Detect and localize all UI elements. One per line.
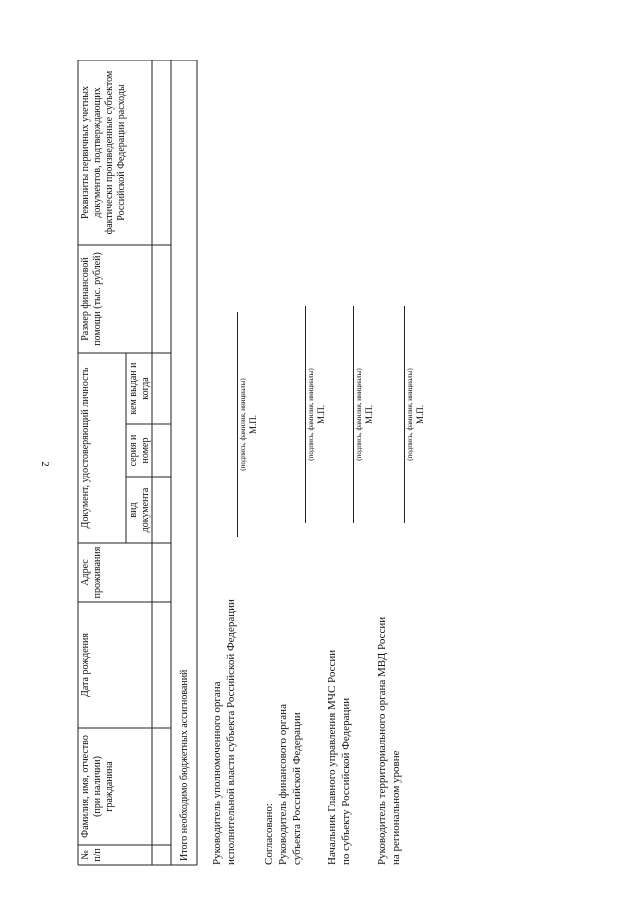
signature-caption-2: (подпись, фамилия, инициалы)	[307, 368, 315, 461]
header-num: № п/п	[80, 848, 103, 862]
signature-caption-4: (подпись, фамилия, инициалы)	[406, 368, 414, 461]
rotated-document	[0, 60, 640, 905]
signatory-title-1: Руководитель уполномоченного органа исполнительной власти субъекта Российской Федерации	[211, 599, 237, 865]
stamp-mark-4: М.П.	[415, 405, 425, 425]
signature-line-4	[404, 306, 405, 523]
signatory-title-3: Начальник Главного управления МЧС России по субъекту Российской Федерации	[326, 649, 352, 865]
signature-caption-3: (подпись, фамилия, инициалы)	[355, 368, 363, 461]
stamp-mark-2: М.П.	[316, 405, 326, 425]
header-doc-group: Документ, удостоверяющий личность	[80, 367, 91, 529]
header-doc-series: серия и номер	[128, 434, 151, 467]
total-label: Итого необходимо бюджетных ассигнований	[179, 669, 190, 861]
header-doc-issued: кем выдан и когда	[128, 362, 151, 415]
signature-caption-1: (подпись, фамилия, инициалы)	[239, 378, 247, 471]
stamp-mark-1: М.П.	[248, 415, 258, 435]
signatory-title-4: Руководитель территориального органа МВД России на региональном уровне	[376, 616, 402, 865]
signature-line-1	[237, 312, 238, 537]
header-name: Фамилия, имя, отчество (при наличии) гражданина	[80, 735, 115, 838]
stamp-mark-3: М.П.	[364, 405, 374, 425]
header-aid: Размер финансовой помощи (тыс. рублей)	[80, 252, 103, 346]
header-rekvizity: Реквизиты первичных учетных документов, подтверждающих фактически произведенные субъектом Российской Федерации расходы	[80, 70, 127, 235]
header-birth: Дата рождения	[80, 633, 91, 697]
signatory-title-2: Согласовано: Руководитель финансового органа субъекта Российской Федерации	[263, 704, 303, 865]
signature-line-3	[353, 306, 354, 523]
page-number: 2	[39, 461, 51, 467]
header-address: Адрес проживания	[80, 546, 103, 599]
header-doc-type: вид документа	[128, 487, 151, 533]
signature-line-2	[305, 306, 306, 523]
